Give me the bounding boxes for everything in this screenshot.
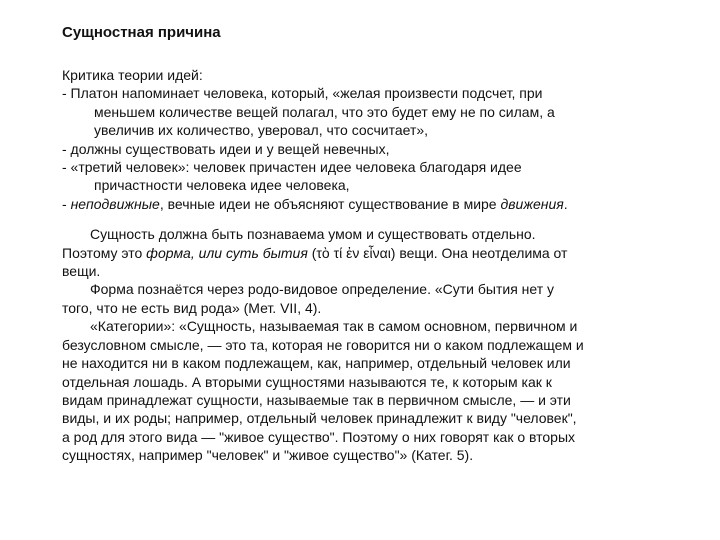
critique-heading: Критика теории идей: xyxy=(62,67,203,83)
essence-paragraph-2-line-1: Форма познаётся через родо-видовое определение. «Сути бытия нет у xyxy=(90,281,555,298)
critique-item-1-line-3: увеличив их количество, уверовал, что сосчитает», xyxy=(94,122,429,139)
essence-paragraph-3-line-7: а род для этого вида — "живое существо". Поэтому о них говорят как о вторых xyxy=(62,428,576,445)
critique-block xyxy=(62,66,662,213)
essence-paragraph-3-line-8: сущностях, например "человек" и "живое существо"» (Катег. 5). xyxy=(62,447,474,464)
critique-item-1-line-2: меньшем количестве вещей полагал, что это будет ему не по силам, а xyxy=(94,103,555,120)
essence-paragraph-3-line-6: виды, и их роды; например, отдельный человек принадлежит к виду "человек", xyxy=(62,410,577,427)
critique-item-3-line-2: причастности человека идее человека, xyxy=(94,177,350,194)
critique-item-1-line-1: - Платон напоминает человека, который, «желая произвести подсчет, при xyxy=(62,85,543,102)
essence-paragraph-3-line-4: отдельная лошадь. А вторыми сущностями называются те, к которым как к xyxy=(62,373,552,390)
critique-item-4-suffix: . xyxy=(563,195,568,212)
essence-p1-emphasis: форма, или суть бытия xyxy=(146,244,308,261)
slide-title: Сущностная причина xyxy=(62,24,221,41)
critique-item-4-prefix: - xyxy=(62,195,71,212)
critique-item-4-emphasis-2: движения xyxy=(500,195,564,212)
essence-paragraph-3-line-2: безусловном смысле, — это та, которая не говорится ни о каком подлежащем и xyxy=(62,336,584,353)
critique-item-4 xyxy=(62,195,662,213)
essence-paragraph-3-line-3: не находится ни в каком подлежащем, как, например, отдельный человек или xyxy=(62,355,571,372)
essence-paragraph-1-line-1: Сущность должна быть познаваема умом и существовать отдельно. xyxy=(90,226,536,243)
essence-paragraph-2-line-2: того, что не есть вид рода» (Мет. VII, 4). xyxy=(62,299,322,316)
slide-content xyxy=(62,22,662,465)
essence-paragraph-1-line-3: вещи. xyxy=(62,263,101,280)
essence-paragraph-1-line-2 xyxy=(62,244,662,262)
critique-item-3-line-1: - «третий человек»: человек причастен идее человека благодаря идее xyxy=(62,159,522,176)
essence-paragraph-3-line-1: «Категории»: «Сущность, называемая так в самом основном, первичном и xyxy=(90,318,578,335)
essence-paragraph-3-line-5: видам принадлежат сущности, называемые так в первичном смысле, — и эти xyxy=(62,391,571,408)
essence-p1-text-c: (τὸ τί ἐν εἶναι) вещи. Она неотделима от xyxy=(307,244,568,261)
critique-item-4-middle: , вечные идеи не объясняют существование в мире xyxy=(159,195,501,212)
critique-item-2: - должны существовать идеи и у вещей невечных, xyxy=(62,140,390,157)
essence-p1-text-b: Поэтому это xyxy=(62,244,147,261)
essence-block xyxy=(62,225,662,464)
critique-item-4-emphasis: неподвижные xyxy=(70,195,160,212)
